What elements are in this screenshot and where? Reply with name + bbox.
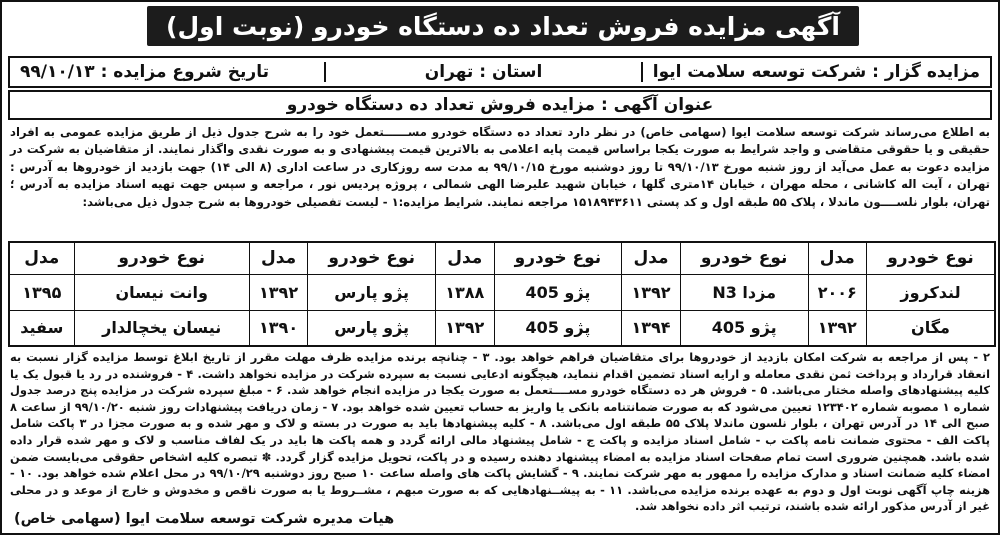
table-header: مدل — [808, 242, 866, 274]
table-header: مدل — [249, 242, 307, 274]
signature-line: هیات مدیره شرکت توسعه سلامت ایوا (سهامی خاص) — [14, 511, 395, 527]
table-cell: ۱۳۹۲ — [808, 310, 866, 346]
table-cell: پژو 405 — [494, 274, 622, 310]
subject-heading: عنوان آگهی : مزایده فروش تعداد ده دستگاه خودرو — [8, 90, 992, 120]
table-cell: پژو پارس — [308, 310, 436, 346]
start-date-label: تاریخ شروع مزایده : ۹۹/۱۰/۱۳ — [19, 62, 269, 82]
table-cell: ۱۳۸۸ — [436, 274, 494, 310]
table-header: نوع خودرو — [74, 242, 249, 274]
table-cell: ۱۳۹۲ — [622, 274, 680, 310]
table-cell: مزدا N3 — [680, 274, 808, 310]
intro-text: به اطلاع می‌رساند شرکت توسعه سلامت ایوا (سهامی خاص) در نظر دارد تعداد ده دستگاه خودرو مســــــتعمل خود را به شرح جدول ذیل از طریق مزایده عمومی به افراد حقیقی و یا حقوقی متقاضی و واجد شرایط به صورت یکجا براساس قیمت پایه اعلامی به بالاترین قیمت پیشنهادی و به صورت نقدی واگذار نمایند. از متقاضیان به شرکت در مزایده دعوت به عمل می‌آید از روز شنبه مورخ ۹۹/۱۰/۱۳ تا روز دوشنبه مورخ ۹۹/۱۰/۱۵ به مدت سه روزکاری در ساعت اداری (۸ الی ۱۴) جهت بازدید از خودروها به آدرس : تهران ، آیت اله کاشانی ، محله مهران ، خیابان ۱۴متری گلها ، خیابان شهید علیرضا الهی شمالی ، پروژه پردیس نور ، مراجعه و سپس جهت تهیه اسناد مزایده به آدرس ؛ تهران، بلوار نلســــون ماندلا ، پلاک ۵۵ طبقه اول و کد پستی ۱۵۱۸۹۴۳۶۱۱ مراجعه نمایند. — [10, 125, 991, 209]
table-header: مدل — [622, 242, 680, 274]
table-cell: ۱۳۹۴ — [622, 310, 680, 346]
table-header: نوع خودرو — [308, 242, 436, 274]
advertisement-title: آگهی مزایده فروش تعداد ده دستگاه خودرو (نوبت اول) — [147, 6, 859, 46]
table-cell: مگان — [866, 310, 995, 346]
table-cell: ۱۳۹۲ — [436, 310, 494, 346]
organizer-label: مزایده گزار : شرکت توسعه سلامت ایوا — [652, 62, 980, 82]
table-cell: سفید — [9, 310, 74, 346]
table-row — [9, 274, 995, 310]
table-cell: وانت نیسان — [74, 274, 249, 310]
table-cell: ۱۳۹۵ — [9, 274, 74, 310]
table-header-row — [9, 242, 995, 274]
table-cell: پژو 405 — [494, 310, 622, 346]
table-row — [9, 310, 995, 346]
info-row — [8, 56, 992, 88]
conditions-heading: شرایط مزایده:۱ - لیست تفصیلی خودروها به شرح جدول ذیل می‌باشد: — [82, 194, 483, 209]
table-header: مدل — [9, 242, 74, 274]
table-cell: پژو 405 — [680, 310, 808, 346]
table-header: نوع خودرو — [680, 242, 808, 274]
table-cell: ۲۰۰۶ — [808, 274, 866, 310]
table-cell: لندکروز — [866, 274, 995, 310]
table-header: نوع خودرو — [866, 242, 995, 274]
table-cell: پژو پارس — [308, 274, 436, 310]
table-header: مدل — [436, 242, 494, 274]
vehicles-table — [8, 241, 996, 347]
table-header: نوع خودرو — [494, 242, 622, 274]
table-cell: ۱۳۹۰ — [249, 310, 307, 346]
table-cell: نیسان یخچالدار — [74, 310, 249, 346]
terms-paragraph: ۲ - پس از مراجعه به شرکت امکان بازدید از خودروها برای متقاضیان فراهم خواهد بود. ۳ - چنانچه برنده مزایده ظرف مهلت مقرر از تاریخ ابلاغ توسط مزایده گزار نسبت به انعقاد قرارداد و پرداخت ثمن نقدی معامله و ارایه اسناد تضمین اقدام ننماید، هیچگونه ادعایی نسبت به سپرده شرکت در مزایده نخواهد داشت. ۴ - فروشنده در رد یا قبول یک یا کلیه پیشنهادهای واصله مختار می‌باشد. ۵ - فروش هر ده دستگاه خودرو مســــتعمل به صورت یکجا در مزایده انجام خواهد شد. ۶ - مبلغ سپرده شرکت در مزایده پنج درصد جدول شماره ۱ مصوبه شماره ۱۲۳۴۰۲ تعیین می‌شود که به صورت ضمانتنامه بانکی یا واریز به حساب تعیین شده خواهد بود. ۷ - زمان دریافت پیشنهادات روز شنبه ۹۹/۱۰/۲۰ از ساعت ۸ صبح الی ۱۴ در آدرس تهران ، بلوار نلسون ماندلا پلاک ۵۵ طبقه اول می‌باشد. ۸ - کلیه پیشنهادها باید به صورت در بسته و لاک و مهر شده و به صورت مجزا در ۳ پاکت شامل پاکت الف - محتوی ضمانت نامه پاکت ب - شامل اسناد مزایده و پاکت ج - شامل پیشنهاد مالی ارائه گردد و همه پاکت ها باید در یک لفاف مناسب و لاک و مهر شده قرار داده شده باشد. همچنین ضروری است تمام صفحات اسناد مزایده به امضاء پیشنهاد دهنده رسیده و در پاکت، تحویل مزایده گزار گردد. ✽ تبصره کلیه اشخاص حقوقی می‌بایست ضمن امضاء کلیه ضمانت اسناد و مدارک مزایده را ممهور به مهر شرکت نمایند. ۹ - گشایش پاکت های واصله ساعت ۱۰ صبح روز دوشنبه ۹۹/۱۰/۲۹ در محل اعلام شده خواهد بود. ۱۰ - هزینه چاپ آگهی نوبت اول و دوم به عهده برنده مزایده می‌باشد. ۱۱ - به پیشــنهادهایی که به صورت مبهم ، مشــروط یا به صورت ناقص و مخدوش و خارج از موعد و در محلی غیر از آدرس مذکور ارائه شده باشند، ترتیب اثر داده نخواهد شد. — [10, 350, 991, 514]
intro-paragraph — [10, 124, 990, 211]
province-label: استان : تهران — [324, 62, 642, 82]
table-cell: ۱۳۹۲ — [249, 274, 307, 310]
